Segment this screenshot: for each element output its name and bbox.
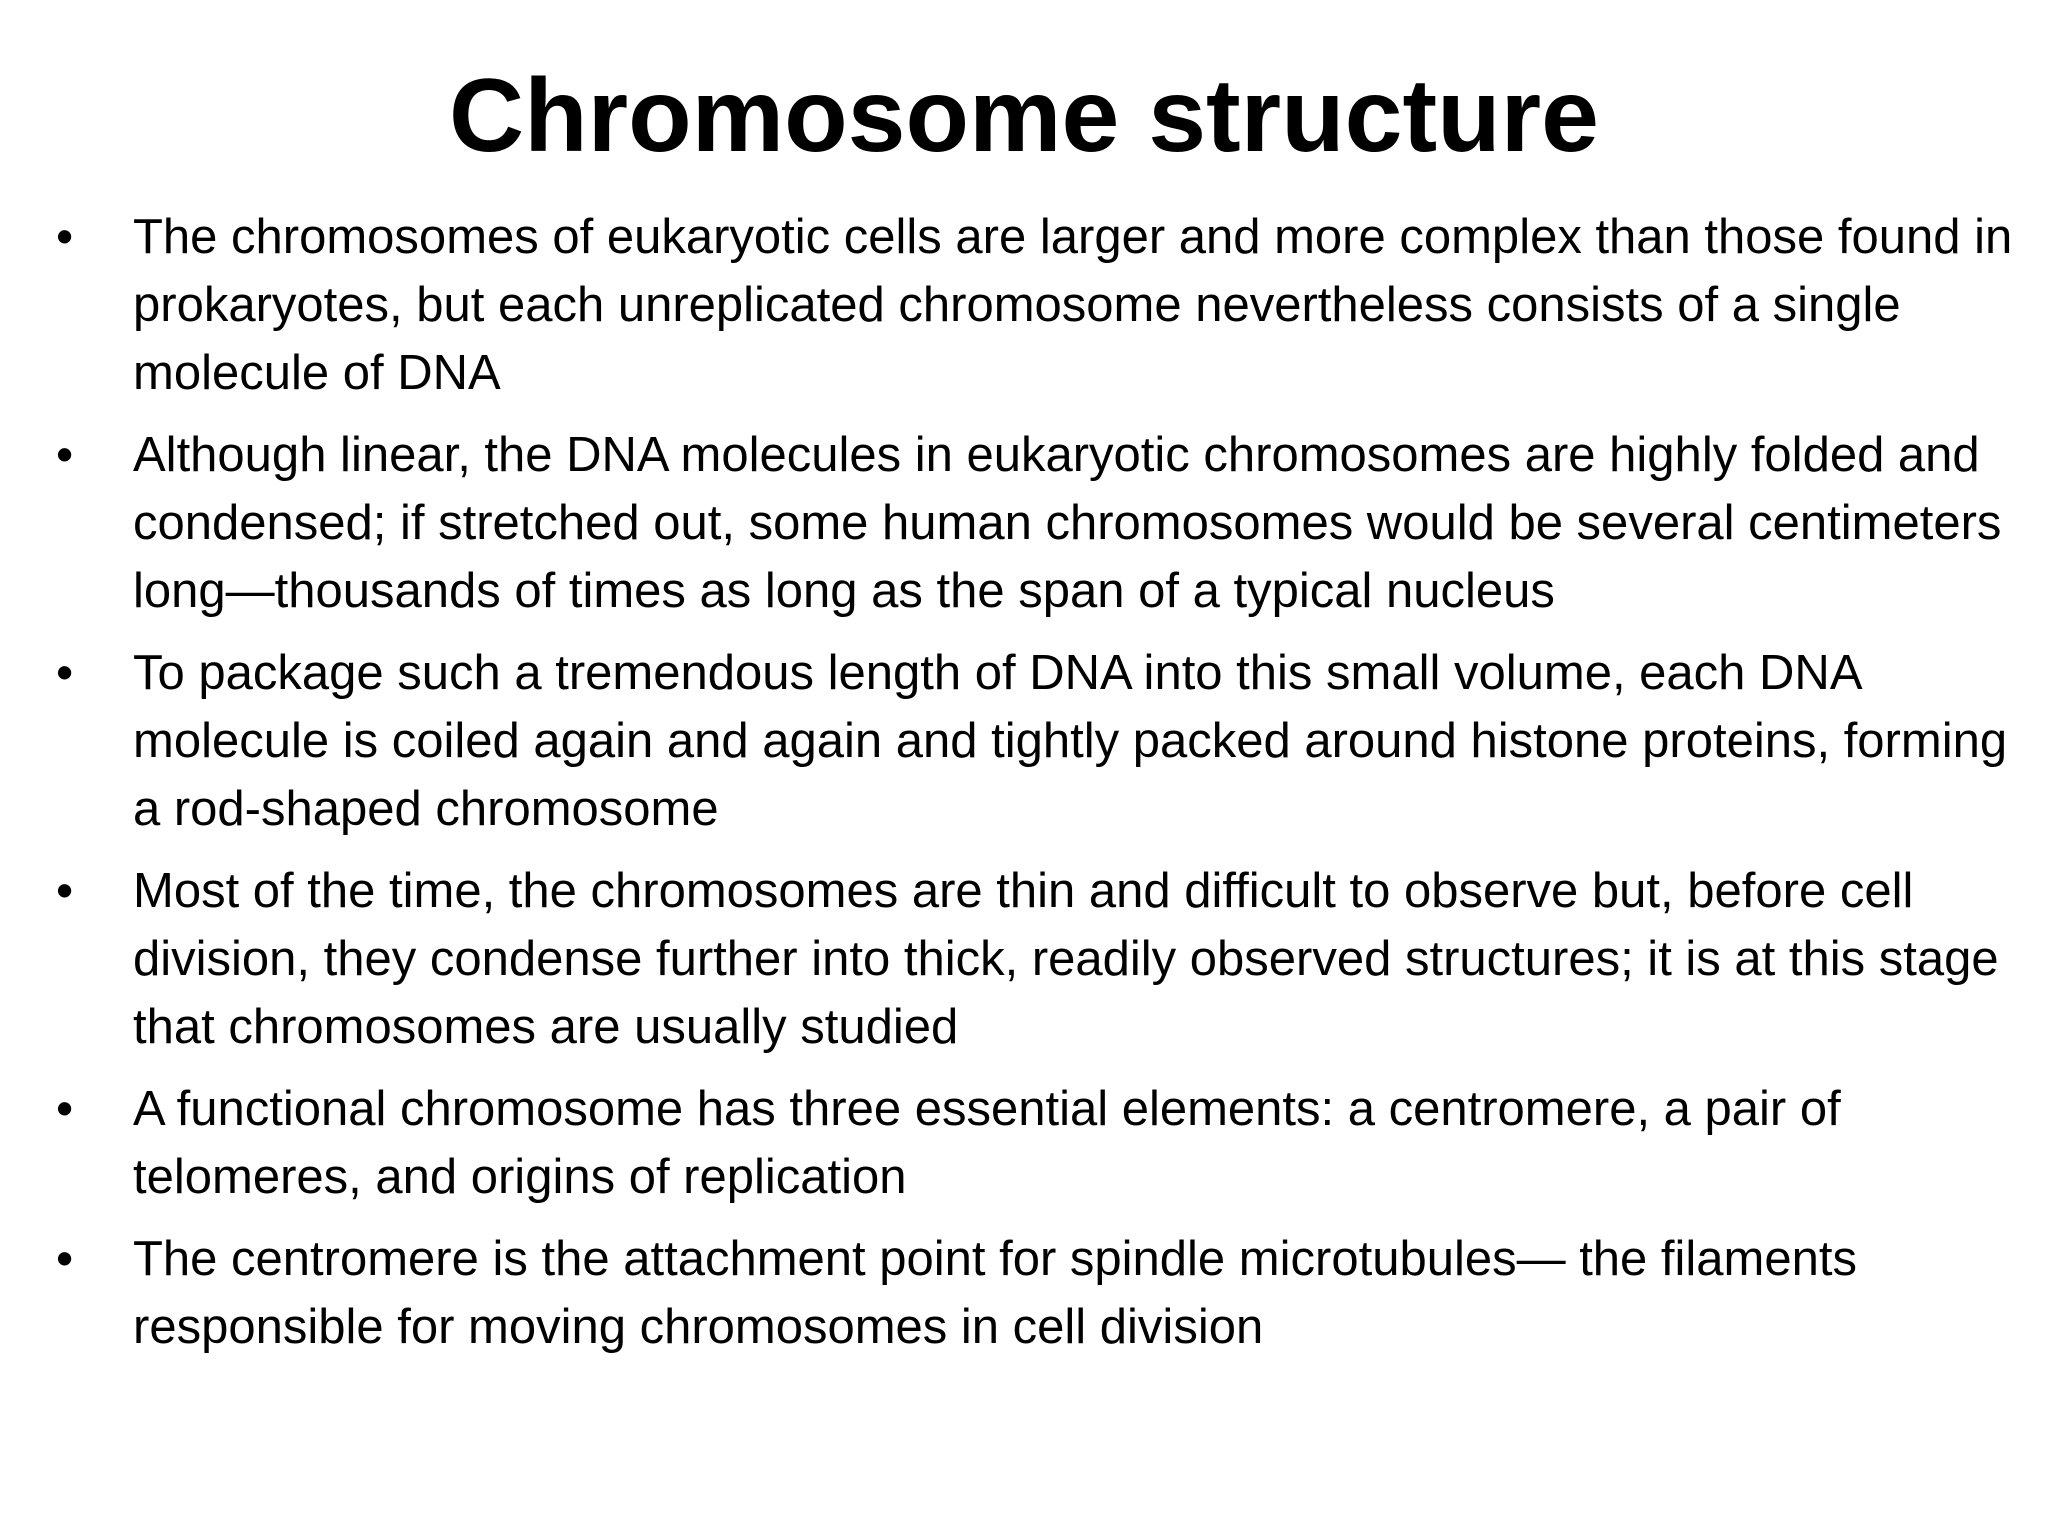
bullet-marker: • [56, 1232, 74, 1286]
bullet-marker: • [56, 864, 74, 918]
bullet-item [40, 203, 2020, 407]
bullet-item [40, 1075, 2020, 1211]
bullet-item [40, 421, 2020, 625]
slide-title: Chromosome structure [449, 58, 1599, 174]
bullet-text: Although linear, the DNA molecules in eukaryotic chromosomes are highly folded and condensed; if stretched out, some human chromosomes would be several centimeters long—thousands of times as long as the span of a typical nucleus [133, 428, 2002, 618]
bullet-text: To package such a tremendous length of DNA into this small volume, each DNA molecule is coiled again and again and tightly packed around histone proteins, forming a rod-shaped chromosome [133, 646, 2008, 836]
bullet-text: The chromosomes of eukaryotic cells are larger and more complex than those found in prokaryotes, but each unreplicated chromosome nevertheless consists of a single molecule of DNA [133, 210, 2013, 400]
bullet-item [40, 857, 2020, 1061]
bullet-marker: • [56, 210, 74, 264]
bullet-marker: • [56, 428, 74, 482]
bullet-marker: • [56, 646, 74, 700]
bullet-list [40, 203, 2020, 1375]
bullet-text: A functional chromosome has three essential elements: a centromere, a pair of telomeres, and origins of replication [133, 1082, 1841, 1204]
bullet-item [40, 639, 2020, 843]
bullet-marker: • [56, 1082, 74, 1136]
bullet-text: Most of the time, the chromosomes are thin and difficult to observe but, before cell division, they condense further into thick, readily observed structures; it is at this stage that chromosomes are usually studied [133, 864, 1999, 1054]
bullet-text: The centromere is the attachment point for spindle microtubules— the filaments responsible for moving chromosomes in cell division [133, 1232, 1857, 1354]
bullet-item [40, 1225, 2020, 1361]
